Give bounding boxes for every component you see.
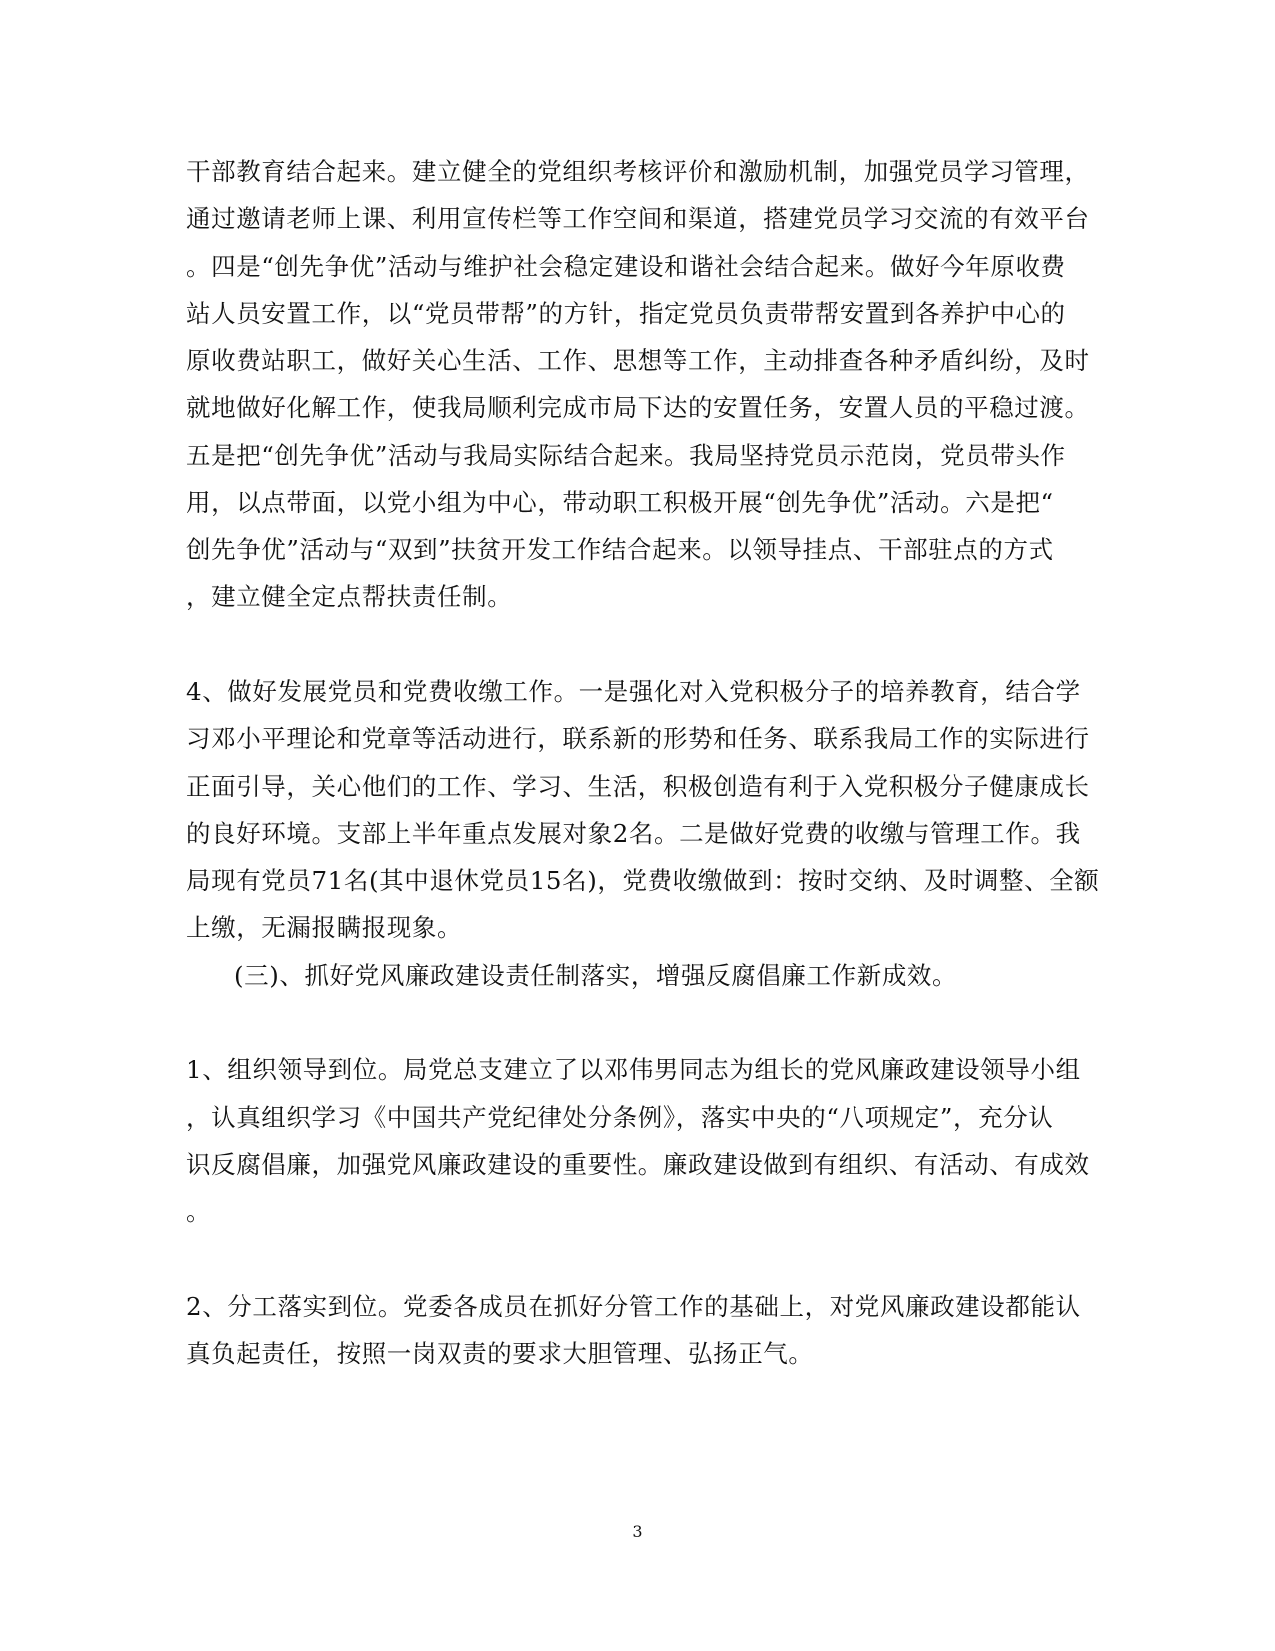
text-line: 习邓小平理论和党章等活动进行，联系新的形势和任务、联系我局工作的实际进行 — [186, 724, 1090, 753]
text-line: 用，以点带面，以党小组为中心，带动职工积极开展“创先争优”活动。六是把“ — [186, 488, 1054, 517]
text-line: 局现有党员71名(其中退休党员15名)，党费收缴做到：按时交纳、及时调整、全额 — [186, 866, 1100, 895]
text-line: 创先争优”活动与“双到”扶贫开发工作结合起来。以领导挂点、干部驻点的方式 — [186, 535, 1054, 564]
text-line: 站人员安置工作，以“党员带帮”的方针，指定党员负责带帮安置到各养护中心的 — [186, 299, 1066, 328]
text-line: 2、分工落实到位。党委各成员在抓好分管工作的基础上，对党风廉政建设都能认 — [186, 1292, 1081, 1321]
text-line: 上缴，无漏报瞒报现象。 — [186, 913, 463, 942]
text-line: 识反腐倡廉，加强党风廉政建设的重要性。廉政建设做到有组织、有活动、有成效 — [186, 1150, 1090, 1179]
text-line: 。四是“创先争优”活动与维护社会稳定建设和谐社会结合起来。做好今年原收费 — [186, 252, 1066, 281]
text-line: 的良好环境。支部上半年重点发展对象2名。二是做好党费的收缴与管理工作。我 — [186, 819, 1081, 848]
text-line: 就地做好化解工作，使我局顺利完成市局下达的安置任务，安置人员的平稳过渡。 — [186, 393, 1090, 422]
text-line: 干部教育结合起来。建立健全的党组织考核评价和激励机制，加强党员学习管理， — [186, 157, 1090, 186]
text-line: 通过邀请老师上课、利用宣传栏等工作空间和渠道，搭建党员学习交流的有效平台 — [186, 204, 1090, 233]
page-number: 3 — [632, 1522, 643, 1541]
text-line: 原收费站职工，做好关心生活、工作、思想等工作，主动排查各种矛盾纠纷，及时 — [186, 346, 1090, 375]
text-line: 真负起责任，按照一岗双责的要求大胆管理、弘扬正气。 — [186, 1339, 814, 1368]
text-line: 五是把“创先争优”活动与我局实际结合起来。我局坚持党员示范岗，党员带头作 — [186, 441, 1066, 470]
text-line: 。 — [186, 1197, 212, 1226]
text-line: 正面引导，关心他们的工作、学习、生活，积极创造有利于入党积极分子健康成长 — [186, 772, 1090, 801]
text-line: 4、做好发展党员和党费收缴工作。一是强化对入党积极分子的培养教育，结合学 — [186, 677, 1081, 706]
text-line: ，认真组织学习《中国共产党纪律处分条例》，落实中央的“八项规定”，充分认 — [186, 1103, 1054, 1132]
text-line: ，建立健全定点帮扶责任制。 — [186, 582, 513, 611]
text-line: 1、组织领导到位。局党总支建立了以邓伟男同志为组长的党风廉政建设领导小组 — [186, 1055, 1081, 1084]
section-heading-text: (三)、抓好党风廉政建设责任制落实，增强反腐倡廉工作新成效。 — [234, 961, 958, 990]
